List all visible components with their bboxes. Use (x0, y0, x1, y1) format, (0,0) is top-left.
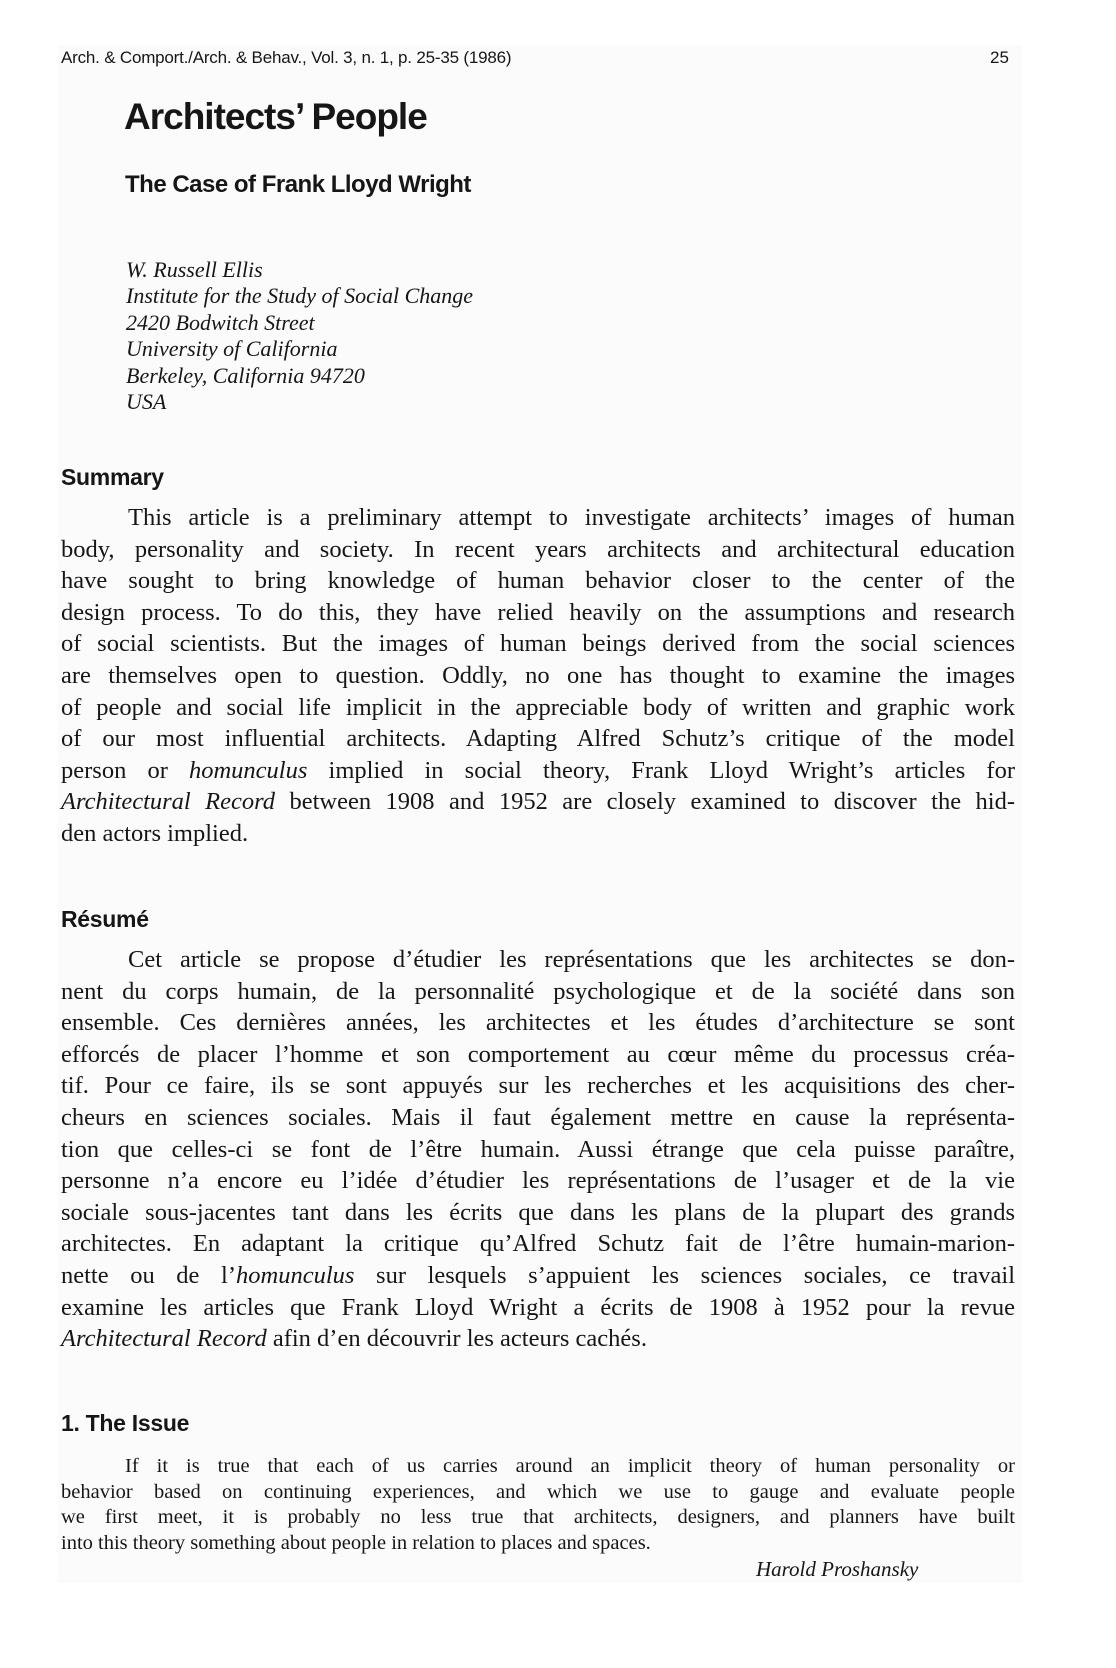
text-line (61, 1134, 1015, 1166)
text-line (61, 786, 1015, 818)
text-line (61, 1007, 1015, 1039)
text-line (61, 692, 1015, 724)
summary-text (61, 502, 1015, 850)
author-street: 2420 Bodwitch Street (126, 309, 315, 335)
text-segment: efforcés de placer l’homme et son comportement au cœur même du processus créa- (61, 1040, 1015, 1068)
text-line (61, 502, 1015, 534)
text-segment: Cet article se propose d’étudier les représentations que les architectes se don- (128, 946, 1015, 973)
text-line (61, 1165, 1015, 1197)
text-segment: tif. Pour ce faire, ils se sont appuyés sur les recherches et les acquisitions des cher- (61, 1072, 1015, 1100)
italic-text: Architectural Record (61, 1325, 267, 1353)
text-line (61, 976, 1015, 1008)
author-university: University of California (126, 336, 338, 362)
text-line (61, 534, 1015, 566)
page-number: 25 (990, 48, 1009, 67)
text-line (61, 1070, 1015, 1102)
text-line (61, 755, 1015, 787)
text-segment: person or (61, 756, 189, 784)
text-line (61, 1039, 1015, 1071)
text-segment: between 1908 and 1952 are closely examined to discover the hid- (275, 788, 1015, 816)
text-line (61, 1228, 1015, 1260)
author-block (126, 257, 473, 415)
text-segment: of our most influential architects. Adapting Alfred Schutz’s critique of the model (61, 725, 1015, 753)
text-segment: of people and social life implicit in the appreciable body of written and graphic work (61, 693, 1015, 721)
article-title: Architects’ People (124, 96, 427, 137)
text-line (61, 1323, 1015, 1355)
text-line (61, 1292, 1015, 1324)
author-city: Berkeley, California 94720 (126, 362, 365, 388)
text-line (61, 1531, 1015, 1557)
text-segment: are themselves open to question. Oddly, no one has thought to examine the images (61, 661, 1015, 689)
text-line (61, 818, 1015, 850)
epigraph-text (61, 1454, 1015, 1557)
text-line (61, 1480, 1015, 1506)
text-segment: tion que celles-ci se font de l’être humain. Aussi étrange que cela puisse paraître, (61, 1135, 1015, 1163)
text-segment: If it is true that each of us carries around an implicit theory of human personality or (125, 1455, 1015, 1477)
text-segment: ensemble. Ces dernières années, les architectes et les études d’architecture se sont (61, 1009, 1015, 1037)
author-country: USA (126, 389, 167, 415)
text-segment: sociale sous-jacentes tant dans les écrits que dans les plans de la plupart des grands (61, 1198, 1015, 1226)
text-segment: This article is a preliminary attempt to investigate architects’ images of human (128, 504, 1015, 531)
resume-text (61, 944, 1015, 1355)
text-line (61, 628, 1015, 660)
text-line (61, 660, 1015, 692)
text-segment: sur lesquels s’appuient les sciences sociales, ce travail (354, 1261, 1016, 1289)
text-segment: into this theory something about people in relation to places and spaces. (61, 1532, 651, 1555)
text-segment: we first meet, it is probably no less true that architects, designers, and planners have built (61, 1506, 1015, 1529)
text-segment: afin d’en découvrir les acteurs cachés. (266, 1325, 647, 1353)
text-segment: nette ou de l’ (61, 1261, 237, 1289)
italic-text: homunculus (236, 1261, 355, 1289)
running-head: Arch. & Comport./Arch. & Behav., Vol. 3, n. 1, p. 25-35 (1986) (61, 48, 512, 67)
text-line (61, 1454, 1015, 1480)
text-line (61, 565, 1015, 597)
text-segment: implied in social theory, Frank Lloyd Wright’s articles for (307, 756, 1015, 784)
text-segment: have sought to bring knowledge of human behavior closer to the center of the (61, 567, 1015, 595)
text-segment: body, personality and society. In recent years architects and architectural education (61, 535, 1015, 563)
epigraph-attribution: Harold Proshansky (756, 1557, 919, 1581)
section-heading-issue: 1. The Issue (61, 1410, 190, 1436)
text-segment: architectes. En adaptant la critique qu’Alfred Schutz fait de l’être humain-marion- (61, 1230, 1015, 1258)
article-subtitle: The Case of Frank Lloyd Wright (125, 171, 471, 198)
text-line (61, 1102, 1015, 1134)
text-line (61, 944, 1015, 976)
text-segment: cheurs en sciences sociales. Mais il faut également mettre en cause la représenta- (61, 1103, 1015, 1131)
text-segment: nent du corps humain, de la personnalité psychologique et de la société dans son (61, 977, 1015, 1005)
text-segment: den actors implied. (61, 819, 249, 847)
text-line (61, 723, 1015, 755)
author-name: W. Russell Ellis (126, 257, 263, 282)
text-line (61, 1505, 1015, 1531)
text-segment: examine les articles que Frank Lloyd Wright a écrits de 1908 à 1952 pour la revue (61, 1293, 1015, 1321)
text-segment: behavior based on continuing experiences, and which we use to gauge and evaluate people (61, 1480, 1015, 1503)
author-institute: Institute for the Study of Social Change (126, 283, 474, 309)
italic-text: Architectural Record (61, 788, 276, 816)
summary-heading: Summary (61, 464, 164, 490)
italic-text: homunculus (188, 756, 308, 784)
text-line (61, 597, 1015, 629)
resume-heading: Résumé (61, 906, 149, 932)
text-segment: design process. To do this, they have relied heavily on the assumptions and research (61, 598, 1015, 626)
text-line (61, 1197, 1015, 1229)
text-line (61, 1260, 1015, 1292)
text-segment: personne n’a encore eu l’idée d’étudier les représentations de l’usager et de la vie (61, 1167, 1015, 1195)
text-segment: of social scientists. But the images of human beings derived from the social sciences (61, 630, 1015, 658)
